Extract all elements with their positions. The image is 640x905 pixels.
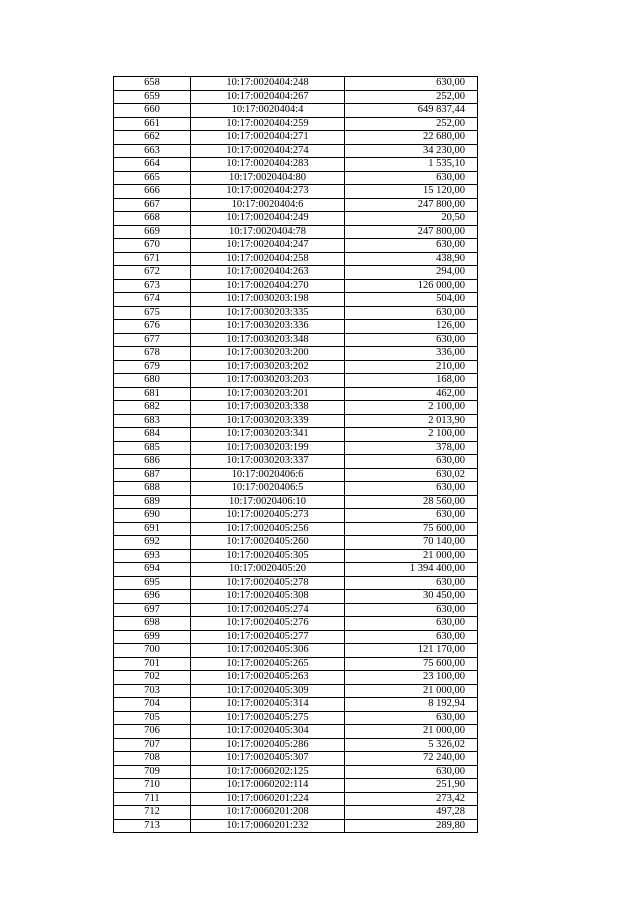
table-row [114,806,478,820]
table-row [114,792,478,806]
data-table [113,76,478,833]
amount: 273,42 [345,792,478,806]
cadastral-number: 10:17:0020405:286 [191,738,345,752]
cadastral-number: 10:17:0060202:125 [191,765,345,779]
cadastral-number: 10:17:0030203:348 [191,333,345,347]
row-number: 658 [114,77,191,91]
table-row [114,482,478,496]
amount: 252,00 [345,90,478,104]
amount: 630,00 [345,171,478,185]
table-row [114,725,478,739]
amount: 378,00 [345,441,478,455]
table-row [114,711,478,725]
cadastral-number: 10:17:0020404:270 [191,279,345,293]
row-number: 698 [114,617,191,631]
table-row [114,698,478,712]
cadastral-number: 10:17:0060201:232 [191,819,345,833]
table-row [114,644,478,658]
cadastral-number: 10:17:0020405:265 [191,657,345,671]
table-row [114,495,478,509]
row-number: 683 [114,414,191,428]
table-row [114,225,478,239]
row-number: 664 [114,158,191,172]
amount: 1 535,10 [345,158,478,172]
table-row [114,333,478,347]
cadastral-number: 10:17:0020404:4 [191,104,345,118]
table-row [114,509,478,523]
row-number: 672 [114,266,191,280]
row-number: 697 [114,603,191,617]
row-number: 689 [114,495,191,509]
amount: 70 140,00 [345,536,478,550]
row-number: 703 [114,684,191,698]
amount: 2 100,00 [345,428,478,442]
amount: 630,00 [345,765,478,779]
amount: 5 326,02 [345,738,478,752]
amount: 15 120,00 [345,185,478,199]
table-row [114,144,478,158]
table-row [114,549,478,563]
amount: 8 192,94 [345,698,478,712]
amount: 630,00 [345,455,478,469]
row-number: 696 [114,590,191,604]
cadastral-number: 10:17:0030203:339 [191,414,345,428]
row-number: 710 [114,779,191,793]
row-number: 673 [114,279,191,293]
amount: 20,50 [345,212,478,226]
table-row [114,158,478,172]
row-number: 706 [114,725,191,739]
row-number: 662 [114,131,191,145]
table-row [114,185,478,199]
amount: 23 100,00 [345,671,478,685]
cadastral-number: 10:17:0020405:263 [191,671,345,685]
row-number: 693 [114,549,191,563]
table-row [114,360,478,374]
table-row [114,117,478,131]
amount: 21 000,00 [345,549,478,563]
table-row [114,536,478,550]
table-row [114,765,478,779]
amount: 251,90 [345,779,478,793]
row-number: 707 [114,738,191,752]
table-row [114,252,478,266]
row-number: 686 [114,455,191,469]
cadastral-number: 10:17:0020405:308 [191,590,345,604]
cadastral-number: 10:17:0020404:247 [191,239,345,253]
table-row [114,320,478,334]
cadastral-number: 10:17:0060202:114 [191,779,345,793]
amount: 630,00 [345,630,478,644]
table-row [114,671,478,685]
cadastral-number: 10:17:0020404:258 [191,252,345,266]
row-number: 692 [114,536,191,550]
amount: 630,00 [345,509,478,523]
table-row [114,428,478,442]
table-row [114,522,478,536]
table-row [114,131,478,145]
cadastral-number: 10:17:0020404:273 [191,185,345,199]
cadastral-number: 10:17:0030203:203 [191,374,345,388]
amount: 34 230,00 [345,144,478,158]
amount: 252,00 [345,117,478,131]
cadastral-number: 10:17:0060201:224 [191,792,345,806]
amount: 630,00 [345,239,478,253]
amount: 121 170,00 [345,644,478,658]
row-number: 677 [114,333,191,347]
table-row [114,90,478,104]
amount: 630,00 [345,482,478,496]
row-number: 660 [114,104,191,118]
table-row [114,657,478,671]
table-body [114,77,478,833]
table-row [114,266,478,280]
amount: 462,00 [345,387,478,401]
amount: 438,90 [345,252,478,266]
row-number: 687 [114,468,191,482]
cadastral-number: 10:17:0020404:267 [191,90,345,104]
row-number: 661 [114,117,191,131]
row-number: 691 [114,522,191,536]
row-number: 676 [114,320,191,334]
cadastral-number: 10:17:0030203:202 [191,360,345,374]
cadastral-number: 10:17:0020405:307 [191,752,345,766]
row-number: 690 [114,509,191,523]
row-number: 684 [114,428,191,442]
cadastral-number: 10:17:0030203:336 [191,320,345,334]
cadastral-number: 10:17:0020404:78 [191,225,345,239]
row-number: 678 [114,347,191,361]
amount: 30 450,00 [345,590,478,604]
cadastral-number: 10:17:0020406:10 [191,495,345,509]
cadastral-number: 10:17:0020405:314 [191,698,345,712]
table-row [114,387,478,401]
cadastral-number: 10:17:0020404:274 [191,144,345,158]
amount: 504,00 [345,293,478,307]
cadastral-number: 10:17:0020405:278 [191,576,345,590]
cadastral-number: 10:17:0020405:260 [191,536,345,550]
amount: 168,00 [345,374,478,388]
amount: 126 000,00 [345,279,478,293]
row-number: 674 [114,293,191,307]
table-row [114,738,478,752]
row-number: 712 [114,806,191,820]
row-number: 713 [114,819,191,833]
row-number: 667 [114,198,191,212]
table-row [114,104,478,118]
cadastral-number: 10:17:0030203:338 [191,401,345,415]
amount: 630,00 [345,77,478,91]
cadastral-number: 10:17:0020405:309 [191,684,345,698]
cadastral-number: 10:17:0020405:304 [191,725,345,739]
cadastral-number: 10:17:0020404:248 [191,77,345,91]
cadastral-number: 10:17:0020406:6 [191,468,345,482]
amount: 72 240,00 [345,752,478,766]
amount: 247 800,00 [345,198,478,212]
row-number: 668 [114,212,191,226]
row-number: 709 [114,765,191,779]
cadastral-number: 10:17:0020405:277 [191,630,345,644]
row-number: 665 [114,171,191,185]
cadastral-number: 10:17:0020405:20 [191,563,345,577]
cadastral-number: 10:17:0020404:283 [191,158,345,172]
amount: 336,00 [345,347,478,361]
row-number: 694 [114,563,191,577]
table-row [114,563,478,577]
table-row [114,455,478,469]
cadastral-number: 10:17:0020404:271 [191,131,345,145]
table-row [114,779,478,793]
table-row [114,293,478,307]
row-number: 675 [114,306,191,320]
row-number: 669 [114,225,191,239]
row-number: 685 [114,441,191,455]
amount: 75 600,00 [345,522,478,536]
cadastral-number: 10:17:0030203:199 [191,441,345,455]
row-number: 666 [114,185,191,199]
amount: 497,28 [345,806,478,820]
amount: 28 560,00 [345,495,478,509]
amount: 247 800,00 [345,225,478,239]
amount: 22 680,00 [345,131,478,145]
amount: 630,00 [345,603,478,617]
cadastral-number: 10:17:0030203:335 [191,306,345,320]
table-row [114,684,478,698]
row-number: 682 [114,401,191,415]
cadastral-number: 10:17:0020405:305 [191,549,345,563]
row-number: 705 [114,711,191,725]
cadastral-number: 10:17:0030203:200 [191,347,345,361]
table-row [114,414,478,428]
table-row [114,617,478,631]
row-number: 663 [114,144,191,158]
table-row [114,468,478,482]
table-row [114,576,478,590]
row-number: 671 [114,252,191,266]
amount: 2 013,90 [345,414,478,428]
row-number: 702 [114,671,191,685]
row-number: 708 [114,752,191,766]
amount: 21 000,00 [345,684,478,698]
table-row [114,279,478,293]
table-row [114,441,478,455]
cadastral-number: 10:17:0020404:6 [191,198,345,212]
amount: 2 100,00 [345,401,478,415]
row-number: 701 [114,657,191,671]
amount: 630,00 [345,617,478,631]
cadastral-number: 10:17:0020404:80 [191,171,345,185]
amount: 630,00 [345,576,478,590]
row-number: 680 [114,374,191,388]
table-row [114,212,478,226]
table-row [114,603,478,617]
row-number: 699 [114,630,191,644]
table-row [114,752,478,766]
cadastral-number: 10:17:0030203:341 [191,428,345,442]
table-row [114,198,478,212]
amount: 630,00 [345,711,478,725]
cadastral-number: 10:17:0020404:263 [191,266,345,280]
amount: 630,00 [345,306,478,320]
row-number: 681 [114,387,191,401]
amount: 21 000,00 [345,725,478,739]
table-row [114,239,478,253]
table-row [114,590,478,604]
cadastral-number: 10:17:0020406:5 [191,482,345,496]
amount: 126,00 [345,320,478,334]
table-row [114,171,478,185]
row-number: 659 [114,90,191,104]
row-number: 688 [114,482,191,496]
cadastral-number: 10:17:0020405:274 [191,603,345,617]
table-row [114,77,478,91]
row-number: 711 [114,792,191,806]
amount: 630,02 [345,468,478,482]
cadastral-number: 10:17:0020405:275 [191,711,345,725]
amount: 294,00 [345,266,478,280]
table-row [114,347,478,361]
amount: 649 837,44 [345,104,478,118]
table-row [114,630,478,644]
table-row [114,374,478,388]
table-row [114,306,478,320]
cadastral-number: 10:17:0020405:306 [191,644,345,658]
cadastral-number: 10:17:0020405:276 [191,617,345,631]
cadastral-number: 10:17:0020405:273 [191,509,345,523]
cadastral-number: 10:17:0020404:249 [191,212,345,226]
cadastral-number: 10:17:0060201:208 [191,806,345,820]
amount: 75 600,00 [345,657,478,671]
cadastral-number: 10:17:0020404:259 [191,117,345,131]
cadastral-number: 10:17:0030203:337 [191,455,345,469]
cadastral-number: 10:17:0020405:256 [191,522,345,536]
cadastral-number: 10:17:0030203:201 [191,387,345,401]
cadastral-number: 10:17:0030203:198 [191,293,345,307]
row-number: 704 [114,698,191,712]
row-number: 679 [114,360,191,374]
row-number: 670 [114,239,191,253]
amount: 630,00 [345,333,478,347]
row-number: 695 [114,576,191,590]
amount: 1 394 400,00 [345,563,478,577]
row-number: 700 [114,644,191,658]
amount: 289,80 [345,819,478,833]
amount: 210,00 [345,360,478,374]
table-row [114,401,478,415]
table-row [114,819,478,833]
